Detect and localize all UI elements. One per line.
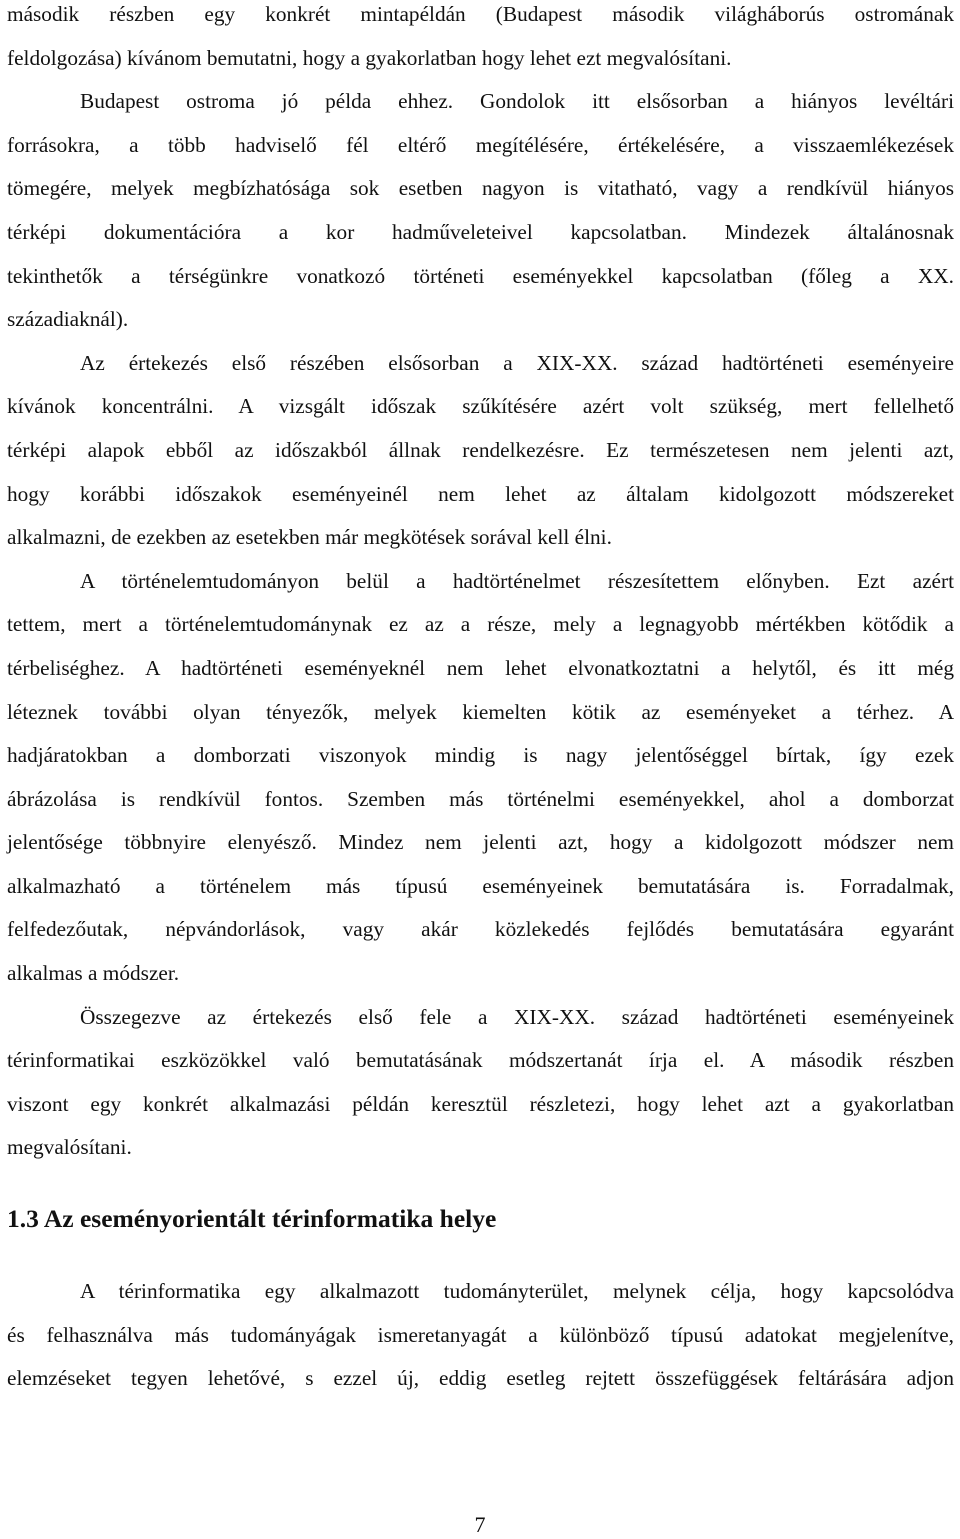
text-line: alkalmazni, de ezekben az esetekben már megkötések sorával kell élni. [7, 525, 612, 550]
text-line: századiaknál). [7, 307, 129, 332]
text-line: jelentősége többnyire elenyésző. Mindez nem jelenti azt, hogy a kidolgozott módszer nem [7, 830, 954, 855]
text-line: léteznek további olyan tényezők, melyek kiemelten kötik az eseményeket a térhez. A [7, 699, 954, 724]
text-line: forrásokra, a több hadviselő fél eltérő megítélésére, értékelésére, a visszaemlékezések [7, 132, 954, 157]
text-line: feldolgozása) kívánom bemutatni, hogy a gyakorlatban hogy lehet ezt megvalósítani. [7, 45, 732, 70]
text-line: ábrázolása is rendkívül fontos. Szemben más történelmi eseményekkel, ahol a domborzat [7, 786, 954, 811]
text-line: A térinformatika egy alkalmazott tudományterület, melynek célja, hogy kapcsolódva [80, 1279, 954, 1304]
text-line: térképi dokumentációra a kor hadműveleteivel kapcsolatban. Mindezek általánosnak [7, 219, 954, 244]
text-line: második részben egy konkrét mintapéldán (Budapest második világháborús ostromának [7, 2, 954, 26]
text-line: térképi alapok ebből az időszakból állnak rendelkezésre. Ez természetesen nem jelenti azt, [7, 437, 954, 462]
paragraph [7, 996, 954, 1170]
text-line: Összegezve az értekezés első fele a XIX-XX. század hadtörténeti eseményeinek [80, 1004, 954, 1029]
text-line: hogy korábbi időszakok eseményeinél nem lehet az általam kidolgozott módszereket [7, 481, 954, 506]
paragraph [7, 342, 954, 560]
paragraph [7, 560, 954, 996]
text-line: Az értekezés első részében elsősorban a XIX-XX. század hadtörténeti eseményeire [80, 350, 954, 375]
text-line: A történelemtudományon belül a hadtörténelmet részesítettem előnyben. Ezt azért [80, 568, 954, 593]
text-line: tettem, mert a történelemtudománynak ez az a része, mely a legnagyobb mértékben kötődik a [7, 612, 954, 637]
text-line: térinformatikai eszközökkel való bemutatásának módszertanát írja el. A második részben [7, 1048, 954, 1073]
text-line: elemzéseket tegyen lehetővé, s ezzel új, eddig esetleg rejtett összefüggések feltárására adjon [7, 1366, 954, 1391]
text-line: alkalmazható a történelem más típusú eseményeinek bemutatására is. Forradalmak, [7, 873, 954, 898]
document-page [7, 0, 954, 1401]
text-line: alkalmas a módszer. [7, 961, 180, 986]
text-line: hadjáratokban a domborzati viszonyok mindig is nagy jelentőséggel bírtak, így ezek [7, 743, 954, 768]
text-line: Budapest ostroma jó példa ehhez. Gondolok itt elsősorban a hiányos levéltári [80, 89, 954, 114]
text-line: és felhasználva más tudományágak ismeretanyagát a különböző típusú adatokat megjelenítve, [7, 1322, 954, 1347]
text-line: viszont egy konkrét alkalmazási példán keresztül részletezi, hogy lehet azt a gyakorlatban [7, 1091, 954, 1116]
text-line: tekinthetők a térségünkre vonatkozó történeti eseményekkel kapcsolatban (főleg a XX. [7, 263, 954, 288]
paragraph [7, 0, 954, 80]
paragraph [7, 80, 954, 342]
text-line: megvalósítani. [7, 1135, 132, 1160]
text-line: tömegére, melyek megbízhatósága sok esetben nagyon is vitatható, vagy a rendkívül hiányos [7, 176, 954, 201]
text-line: felfedezőutak, népvándorlások, vagy akár közlekedés fejlődés bemutatására egyaránt [7, 917, 954, 942]
text-line: kívánok koncentrálni. A vizsgált időszak szűkítésére azért volt szükség, mert fellelhető [7, 394, 954, 419]
page-number: 7 [474, 1512, 486, 1537]
paragraph [7, 1270, 954, 1401]
section-heading: 1.3 Az eseményorientált térinformatika helye [7, 1204, 497, 1234]
text-line: térbeliséghez. A hadtörténeti eseményeknél nem lehet elvonatkoztatni a helytől, és itt még [7, 655, 954, 680]
